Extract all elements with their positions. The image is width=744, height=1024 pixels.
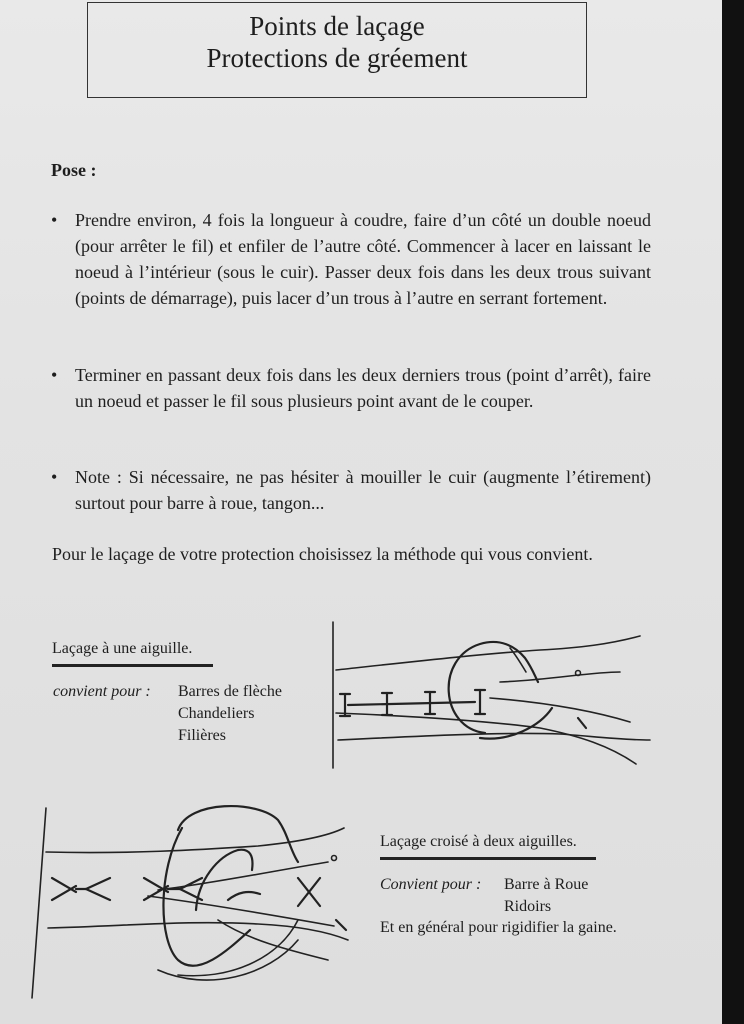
- bullet-dot: •: [51, 365, 58, 385]
- bullet-text: Terminer en passant deux fois dans les deux derniers trous (point d’arrêt), faire un noeud et passer le fil sous plusieurs point avant de le couper.: [75, 365, 651, 411]
- method2-general: Et en général pour rigidifier la gaine.: [380, 919, 617, 936]
- method1-suits-label: convient pour :: [53, 683, 151, 700]
- pose-heading: Pose :: [51, 160, 97, 180]
- cross-two-needle-lacing-diagram: [28, 800, 368, 1000]
- single-needle-lacing-diagram: [320, 618, 660, 778]
- scan-border: [722, 0, 744, 1024]
- bullet-dot: •: [51, 210, 58, 230]
- method2-suits-label: Convient pour :: [380, 876, 482, 893]
- bullet-text: Note : Si nécessaire, ne pas hésiter à mouiller le cuir (augmente l’étirement) surtout pour barre à roue, tangon...: [75, 467, 651, 513]
- method1-item-1: Barres de flèche: [178, 683, 282, 700]
- method2-item-2: Ridoirs: [504, 898, 552, 915]
- method1-item-3: Filières: [178, 727, 226, 744]
- title-box: [87, 2, 587, 98]
- method2-title: Laçage croisé à deux aiguilles.: [380, 833, 577, 850]
- bullet-item-2: [51, 362, 651, 414]
- method2-underline: [380, 857, 596, 860]
- method1-underline: [52, 664, 213, 667]
- closing-paragraph: Pour le laçage de votre protection choisissez la méthode qui vous convient.: [52, 544, 593, 564]
- bullet-dot: •: [51, 467, 58, 487]
- title-line-2: Protections de gréement: [206, 43, 468, 73]
- method1-title: Laçage à une aiguille.: [52, 640, 193, 657]
- bullet-item-3: [51, 464, 651, 516]
- bullet-text: Prendre environ, 4 fois la longueur à coudre, faire d’un côté un double noeud (pour arrêter le fil) et enfiler de l’autre côté. Commencer à lacer en laissant le noeud à l’intérieur (sous le cuir). Passer deux fois dans les deux trous suivant (points de démarrage), puis lacer d’un trous à l’autre en serrant fortement.: [75, 210, 651, 308]
- title-line-1: Points de laçage: [249, 11, 425, 41]
- bullet-item-1: [51, 207, 651, 311]
- method2-item-1: Barre à Roue: [504, 876, 589, 893]
- method1-item-2: Chandeliers: [178, 705, 255, 722]
